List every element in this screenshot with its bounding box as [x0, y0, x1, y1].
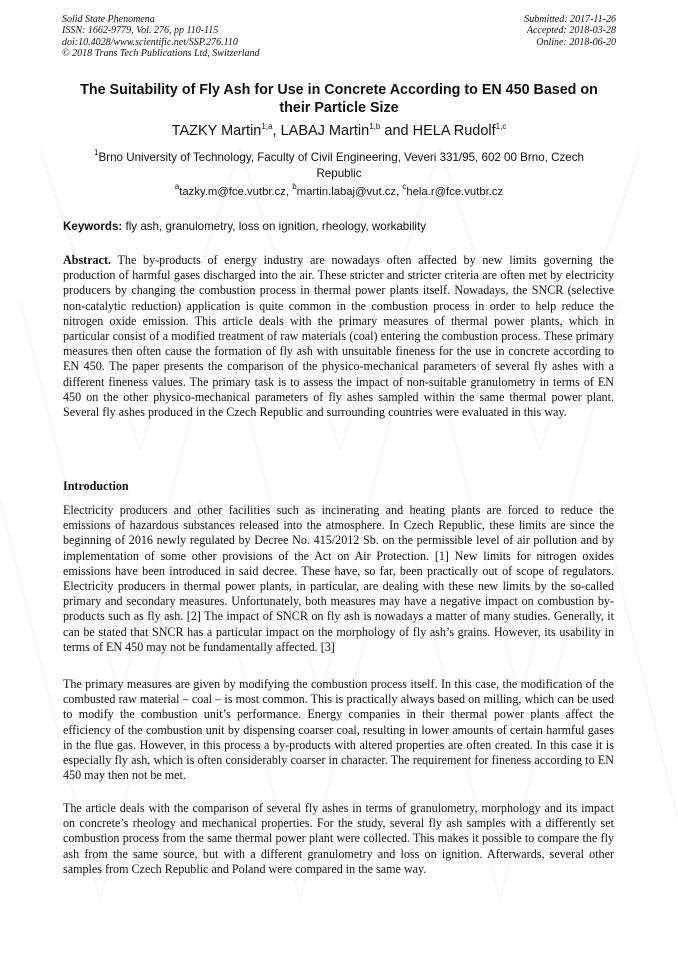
journal-issn: ISSN: 1662-9779, Vol. 276, pp 110-115: [62, 25, 219, 37]
email-address: martin.labaj@vut.cz: [296, 186, 397, 198]
author-separator: ,: [272, 123, 281, 139]
submitted-date: Submitted: 2017-11-26: [524, 14, 616, 25]
affiliation-text: Brno University of Technology, Faculty of Civil Engineering, Veveri 331/95, 602 00 Brno, Czech Republic: [98, 151, 584, 180]
email-separator: ,: [285, 186, 293, 198]
keywords-label: Keywords:: [63, 220, 123, 233]
email-list: [60, 182, 618, 199]
paper-title: The Suitability of Fly Ash for Use in Concrete According to EN 450 Based on their Particle Size: [80, 82, 598, 116]
author-name: TAZKY Martin: [171, 123, 262, 139]
email-address: hela.r@fce.vutbr.cz: [406, 186, 504, 198]
email-separator: ,: [396, 186, 403, 198]
affiliation: [70, 150, 608, 181]
email-address: tazky.m@fce.vutbr.cz: [179, 186, 286, 198]
online-date: Online: 2018-06-20: [536, 36, 616, 48]
abstract-label: Abstract.: [63, 253, 112, 267]
accepted-date: Accepted: 2018-03-28: [526, 25, 616, 37]
body-paragraph: The article deals with the comparison of several fly ashes in terms of granulometry, morphology and its impact on concrete’s rheology and mechanical properties. For the study, several fly ash samples with a differently set combustion process from the same thermal power plant were collected. This makes it possible to compare the fly ash from the same source, but with a different granulometry and loss on ignition. Afterwards, several other samples from Czech Republic and Poland were compared in the same way.: [63, 801, 614, 876]
author-affiliation-mark: 1,c: [495, 122, 507, 131]
journal-name: Solid State Phenomena: [62, 14, 155, 25]
email-mark: a: [174, 182, 180, 191]
affiliation-mark: 1: [94, 148, 99, 157]
email-mark: c: [402, 182, 407, 191]
submission-dates: [524, 14, 616, 48]
body-paragraph: Electricity producers and other facilities such as incinerating and heating plants are forced to reduce the emissions of hazardous substances released into the atmosphere. In Czech Republic, these limits are since the beginning of 2016 newly regulated by Decree No. 415/2012 Sb. on the permissible level of air pollution and by implementation of some other provisions of the Act on Air Protection. [1] New limits for nitrogen oxides emissions have been introduced in said decree. These have, so far, been practically out of scope of regulators. Electricity producers in thermal power plants, in particular, are dealing with these new limits by the so-called primary and secondary measures. Unfortunately, both measures may have a negative impact on combustion by-products such as fly ash. [2] The impact of SNCR on fly ash is nowadays a matter of many studies. Generally, it can be stated that SNCR has a particular impact on the morphology of fly ash’s grains. However, its usability in terms of EN 450 may not be fundamentally affected. [3]: [63, 503, 614, 654]
section-heading-introduction: Introduction: [63, 479, 129, 493]
body-paragraph: The primary measures are given by modifying the combustion process itself. In this case, the modification of the combusted raw material – coal – is most common. This is practically always based on milling, which can be used to modify the combustion unit’s performance. Energy companies in their thermal power plants affect the efficiency of the combustion unit by dispensing coarser coal, resulting in lower amounts of certain harmful gases in the flue gas. However, in this process a by-products with altered properties are often created. In this case it is especially fly ash, which is often considerably coarser in character. The requirement for fineness according to EN 450 may then not be met.: [63, 677, 614, 783]
journal-doi: doi:10.4028/www.scientific.net/SSP.276.110: [62, 36, 238, 48]
author-name: LABAJ Martin: [280, 123, 370, 139]
journal-info: [62, 14, 260, 60]
journal-copyright: © 2018 Trans Tech Publications Ltd, Switzerland: [62, 48, 260, 60]
email-mark: b: [292, 182, 297, 191]
author-affiliation-mark: 1,b: [369, 122, 381, 131]
abstract-text: The by-products of energy industry are nowadays often affected by new limits governing the production of harmful gases discharged into the air. These stricter and stricter criteria are often met by electricity producers by changing the combustion process in thermal power plants itself. Nowadays, the SNCR (selective non-catalytic reduction) application is quite common in the combustion process in order to help reduce the nitrogen oxide emission. This article deals with the primary measures of thermal power plants, which in particular consist of a modified treatment of raw materials (coal) entering the combustion process. These primary measures then often cause the formation of fly ash with unsuitable fineness for the use in concrete according to EN 450. The paper presents the comparison of the physico-mechanical parameters of several fly ashes with a different fineness values. The primary task is to assess the impact of non-suitable granulometry in terms of EN 450 on the other physico-mechanical parameters of fly ashes sampled within the same thermal power plant. Several fly ashes produced in the Czech Republic and surrounding countries were evaluated in this way.: [63, 253, 614, 420]
keywords-text: fly ash, granulometry, loss on ignition, rheology, workability: [122, 220, 427, 233]
abstract: [63, 253, 614, 420]
author-list: [60, 122, 618, 140]
author-name: HELA Rudolf: [412, 123, 496, 139]
keywords: [63, 219, 615, 234]
author-separator: and: [380, 123, 413, 139]
author-affiliation-mark: 1,a: [261, 122, 273, 131]
